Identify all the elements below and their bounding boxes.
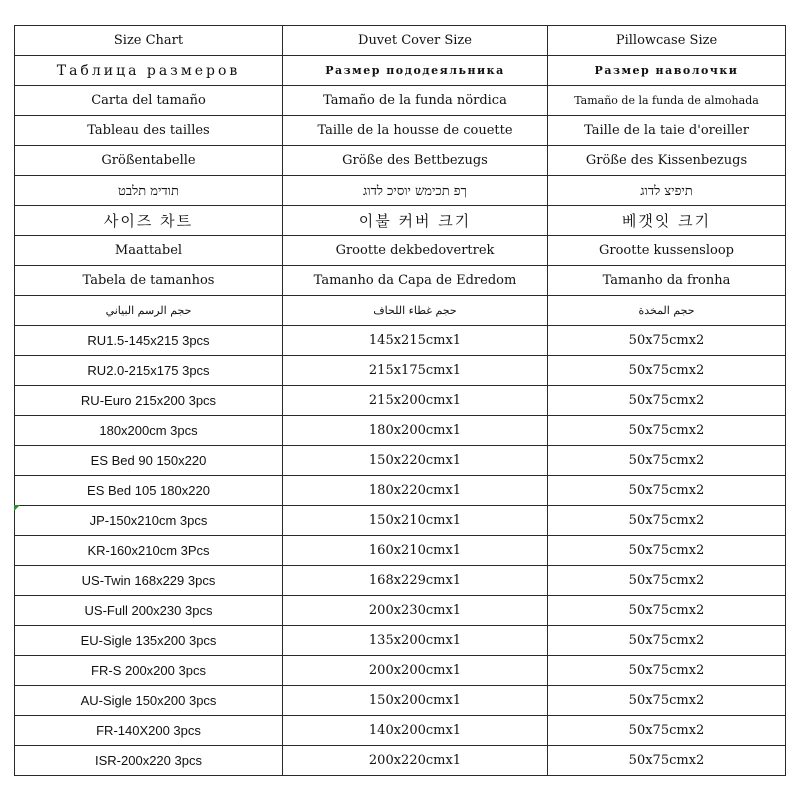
bedding-set-size: US-Twin 168x229 3pcs xyxy=(15,566,283,596)
duvet-cover-size-label: Taille de la housse de couette xyxy=(283,116,548,146)
pillowcase-size: 50x75cmx2 xyxy=(548,476,786,506)
size-chart-table xyxy=(14,25,786,776)
size-chart-label: حجم الرسم البياني xyxy=(15,296,283,326)
header-row-spanish xyxy=(15,86,786,116)
pillowcase-size-label: Tamaño de la funda de almohada xyxy=(548,86,786,116)
table-row xyxy=(15,596,786,626)
pillowcase-size-label: Grootte kussensloop xyxy=(548,236,786,266)
table-row xyxy=(15,476,786,506)
duvet-cover-size: 180x200cmx1 xyxy=(283,416,548,446)
header-row-portuguese xyxy=(15,266,786,296)
size-chart-label: 사이즈 차트 xyxy=(15,206,283,236)
table-row xyxy=(15,656,786,686)
size-chart-label: Tabela de tamanhos xyxy=(15,266,283,296)
header-row-korean xyxy=(15,206,786,236)
pillowcase-size-label: Размер наволочки xyxy=(548,56,786,86)
pillowcase-size: 50x75cmx2 xyxy=(548,386,786,416)
size-chart-label: Carta del tamaño xyxy=(15,86,283,116)
size-chart-label: Maattabel xyxy=(15,236,283,266)
header-row-russian xyxy=(15,56,786,86)
header-row-english xyxy=(15,26,786,56)
pillowcase-size-label: Taille de la taie d'oreiller xyxy=(548,116,786,146)
header-row-dutch xyxy=(15,236,786,266)
duvet-cover-size-label: Tamaño de la funda nördica xyxy=(283,86,548,116)
bedding-set-size: ES Bed 90 150x220 xyxy=(15,446,283,476)
pillowcase-size-label: 베갯잇 크기 xyxy=(548,206,786,236)
table-row xyxy=(15,716,786,746)
duvet-cover-size: 180x220cmx1 xyxy=(283,476,548,506)
table-row xyxy=(15,626,786,656)
table-row xyxy=(15,356,786,386)
duvet-cover-size-label: حجم غطاء اللحاف xyxy=(283,296,548,326)
bedding-set-size: RU1.5-145x215 3pcs xyxy=(15,326,283,356)
pillowcase-size: 50x75cmx2 xyxy=(548,686,786,716)
duvet-cover-size: 150x220cmx1 xyxy=(283,446,548,476)
header-row-german xyxy=(15,146,786,176)
table-row xyxy=(15,536,786,566)
pillowcase-size: 50x75cmx2 xyxy=(548,536,786,566)
table-row xyxy=(15,686,786,716)
bedding-set-size: JP-150x210cm 3pcs xyxy=(15,506,283,536)
size-chart-label: Tableau des tailles xyxy=(15,116,283,146)
duvet-cover-size: 135x200cmx1 xyxy=(283,626,548,656)
pillowcase-size: 50x75cmx2 xyxy=(548,416,786,446)
table-row xyxy=(15,746,786,776)
size-chart-label: Größentabelle xyxy=(15,146,283,176)
pillowcase-size: 50x75cmx2 xyxy=(548,596,786,626)
duvet-cover-size: 150x210cmx1 xyxy=(283,506,548,536)
size-chart-label: Таблица размеров xyxy=(15,56,283,86)
header-row-french xyxy=(15,116,786,146)
pillowcase-size: 50x75cmx2 xyxy=(548,716,786,746)
pillowcase-size: 50x75cmx2 xyxy=(548,566,786,596)
size-chart-label: Size Chart xyxy=(15,26,283,56)
bedding-set-size: ES Bed 105 180x220 xyxy=(15,476,283,506)
bedding-set-size: FR-S 200x200 3pcs xyxy=(15,656,283,686)
bedding-set-size: KR-160x210cm 3Pcs xyxy=(15,536,283,566)
duvet-cover-size: 200x220cmx1 xyxy=(283,746,548,776)
pillowcase-size-label: Pillowcase Size xyxy=(548,26,786,56)
duvet-cover-size: 145x215cmx1 xyxy=(283,326,548,356)
pillowcase-size: 50x75cmx2 xyxy=(548,506,786,536)
duvet-cover-size-label: Grootte dekbedovertrek xyxy=(283,236,548,266)
pillowcase-size: 50x75cmx2 xyxy=(548,356,786,386)
bedding-set-size: FR-140X200 3pcs xyxy=(15,716,283,746)
duvet-cover-size-label: Размер пододеяльника xyxy=(283,56,548,86)
duvet-cover-size-label: Größe des Bettbezugs xyxy=(283,146,548,176)
duvet-cover-size: 168x229cmx1 xyxy=(283,566,548,596)
pillowcase-size: 50x75cmx2 xyxy=(548,626,786,656)
pillowcase-size: 50x75cmx2 xyxy=(548,326,786,356)
duvet-cover-size-label: 이불 커버 크기 xyxy=(283,206,548,236)
table-row xyxy=(15,326,786,356)
bedding-set-size: ISR-200x220 3pcs xyxy=(15,746,283,776)
size-chart-label: תודימ תלבט xyxy=(15,176,283,206)
duvet-cover-size: 200x230cmx1 xyxy=(283,596,548,626)
pillowcase-size: 50x75cmx2 xyxy=(548,446,786,476)
bedding-set-size: 180x200cm 3pcs xyxy=(15,416,283,446)
duvet-cover-size: 140x200cmx1 xyxy=(283,716,548,746)
duvet-cover-size-label: ךפ תכימש יוסיכ לדוג xyxy=(283,176,548,206)
pillowcase-size: 50x75cmx2 xyxy=(548,746,786,776)
pillowcase-size-label: حجم المخدة xyxy=(548,296,786,326)
bedding-set-size: RU2.0-215x175 3pcs xyxy=(15,356,283,386)
table-row xyxy=(15,386,786,416)
pillowcase-size-label: Tamanho da fronha xyxy=(548,266,786,296)
duvet-cover-size: 150x200cmx1 xyxy=(283,686,548,716)
table-row xyxy=(15,416,786,446)
table-row xyxy=(15,506,786,536)
header-row-hebrew xyxy=(15,176,786,206)
duvet-cover-size-label: Tamanho da Capa de Edredom xyxy=(283,266,548,296)
table-row xyxy=(15,446,786,476)
duvet-cover-size: 215x200cmx1 xyxy=(283,386,548,416)
duvet-cover-size-label: Duvet Cover Size xyxy=(283,26,548,56)
duvet-cover-size: 200x200cmx1 xyxy=(283,656,548,686)
duvet-cover-size: 160x210cmx1 xyxy=(283,536,548,566)
pillowcase-size-label: Größe des Kissenbezugs xyxy=(548,146,786,176)
bedding-set-size: EU-Sigle 135x200 3pcs xyxy=(15,626,283,656)
table-row xyxy=(15,566,786,596)
duvet-cover-size: 215x175cmx1 xyxy=(283,356,548,386)
bedding-set-size: RU-Euro 215x200 3pcs xyxy=(15,386,283,416)
bedding-set-size: US-Full 200x230 3pcs xyxy=(15,596,283,626)
header-row-arabic xyxy=(15,296,786,326)
bedding-set-size: AU-Sigle 150x200 3pcs xyxy=(15,686,283,716)
corner-mark xyxy=(14,505,20,511)
pillowcase-size: 50x75cmx2 xyxy=(548,656,786,686)
pillowcase-size-label: תיפיצ לדוג xyxy=(548,176,786,206)
